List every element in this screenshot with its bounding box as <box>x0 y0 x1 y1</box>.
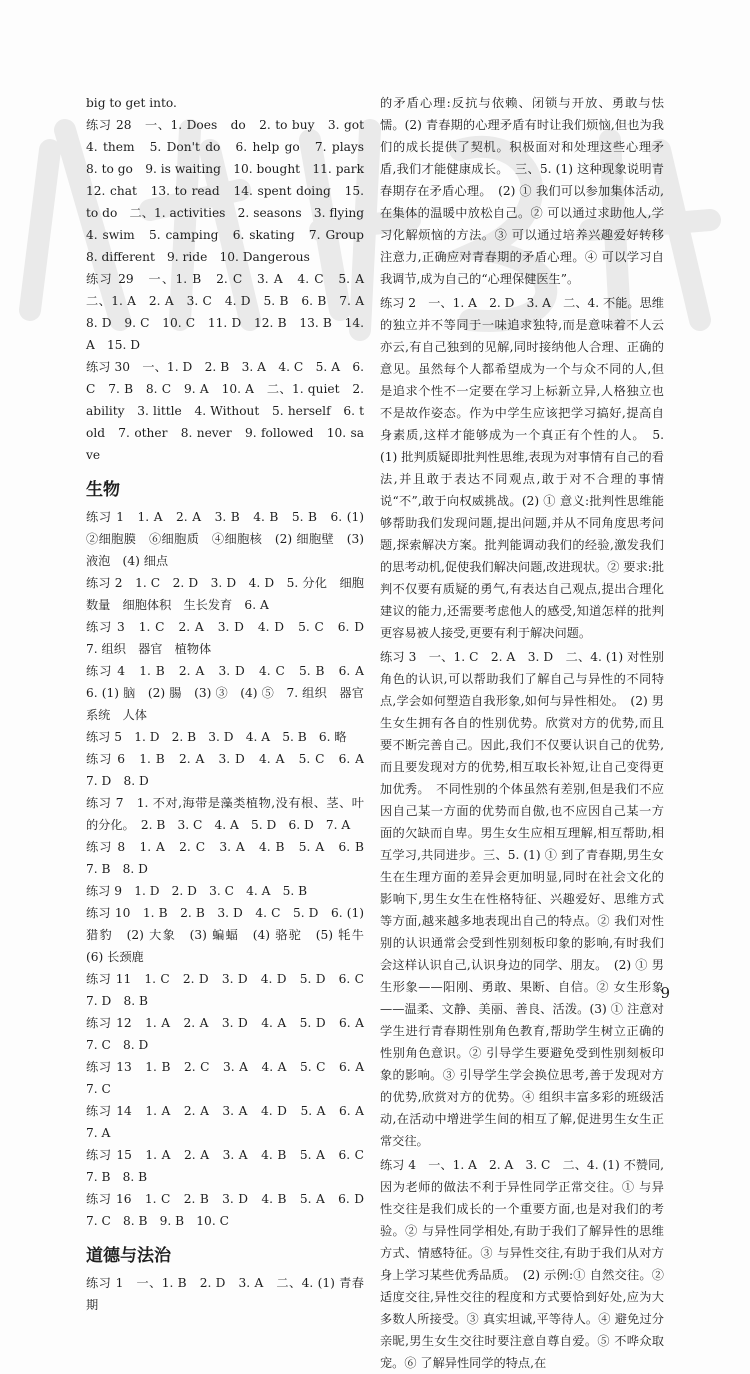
answer-paragraph: 练习 13 1. B 2. C 3. A 4. A 5. C 6. A 7. C <box>86 1060 377 1096</box>
answer-paragraph: 练习 8 1. A 2. C 3. A 4. B 5. A 6. B 7. B 8. D <box>86 840 377 876</box>
answer-paragraph: 练习 2 1. C 2. D 3. D 4. D 5. 分化 细胞数量 细胞体积 生长发育 6. A <box>86 576 364 612</box>
answer-paragraph: 练习 4 一、1. A 2. A 3. C 二、4. (1) 不赞同,因为老师的做法不利于异性同学正常交往。① 与异性交往是我们成长的一个重要方面,也是对我们的考验。② 与异性同学相处,有助于我们了解异性的思维方式、情感特征。③ 与异性交往,有助于我们从对方身上学习某些优秀品质。 (2) 示例:① 自然交往。② 适度交往,异性交往的程度和方式要恰到好处,应为大多数人所接受。③ 真实坦诚,平等待人。④ 避免过分亲昵,男生女生交往时要注意自尊自爱。⑤ 不哗众取宠。⑥ 了解异性同学的特点,在 <box>380 1158 665 1370</box>
answer-paragraph: 练习 15 1. A 2. A 3. A 4. B 5. A 6. C 7. B 8. B <box>86 1148 377 1184</box>
answer-paragraph: 练习 3 一、1. C 2. A 3. D 二、4. (1) 对性别角色的认识,可以帮助我们了解自己与异性的不同特点,学会如何塑造自我形象,如何与异性相处。 (2) 男生女生拥有各自的性别优势。欣赏对方的优势,而且要不断完善自己。因此,我们不仅要认识自己的优势,而且要发现对方的优势,相互取长补短,让自己变得更加优秀。 不同性别的个体虽然有差别,但是我们不应因自己某一方面的优势而自傲,也不应因自己某一方面的欠缺而自卑。男生女生应相互理解,相互帮助,相互学习,共同进步。三、5. (1) ① 到了青春期,男生女生在生理方面的差异会更加明显,同时在社会文化的影响下,男生女生在性格特征、兴趣爱好、思维方式等方面,越来越多地表现出自己的特点。② 我们对性别的认识通常会受到性别刻板印象的影响,有时我们会这样认识自己,认识身边的同学、朋友。 (2) ① 男生形象——阳刚、勇敢、果断、自信。② 女生形象——温柔、文静、美丽、善良、活泼。(3) ① 注意对学生进行青春期性别角色教育,帮助学生树立正确的性别角色意识。② 引导学生要避免受到性别刻板印象的影响。③ 引导学生学会换位思考,善于发现对方的优势,欣赏对方的优势。④ 组织丰富多彩的班级活动,在活动中增进学生间的相互了解,促进男生女生正常交往。 <box>380 650 664 1148</box>
right-column <box>380 92 664 1374</box>
answer-paragraph: 练习 1 1. A 2. A 3. B 4. B 5. B 6. (1) ②细胞膜 ⑥细胞质 ④细胞核 (2) 细胞壁 (3) 液泡 (4) 细点 <box>86 510 364 568</box>
answer-paragraph: 练习 9 1. D 2. D 3. C 4. A 5. B <box>86 884 308 898</box>
answer-paragraph: 的矛盾心理:反抗与依赖、闭锁与开放、勇敢与怯懦。(2) 青春期的心理矛盾有时让我们烦恼,但也为我们的成长提供了契机。积极面对和处理这些心理矛盾,我们才能健康成长。 三、5. (1) 这种现象说明青春期存在矛盾心理。 (2) ① 我们可以参加集体活动,在集体的温暖中放松自己。② 可以通过求助他人,学习化解烦恼的方法。③ 可以通过培养兴趣爱好转移注意力,正确应对青春期的矛盾心理。④ 可以学习自我调节,成为自己的“心理保健医生”。 <box>380 96 664 286</box>
answer-paragraph: 练习 5 1. D 2. B 3. D 4. A 5. B 6. 略 <box>86 730 347 744</box>
answer-paragraph: 练习 11 1. C 2. D 3. D 4. D 5. D 6. C 7. D 8. B <box>86 972 377 1008</box>
answer-paragraph: big to get into. <box>86 96 177 110</box>
answer-paragraph: 练习 4 1. B 2. A 3. D 4. C 5. B 6. A 6. (1) 脑 (2) 腸 (3) ③ (4) ⑤ 7. 组织 器官 系统 人体 <box>86 664 377 722</box>
answer-paragraph: 练习 2 一、1. A 2. D 3. A 二、4. 不能。思维的独立并不等同于一味追求独特,而是意味着不人云亦云,有自己独到的见解,同时接纳他人合理、正确的意见。虽然每个人都希望成为一个与众不同的人,但是追求个性不一定要在学习上标新立异,人格独立也不是故作姿态。作为中学生应该把学习搞好,提高自身素质,这样才能够成为一个真正有个性的人。 5. (1) 批判质疑即批判性思维,表现为对事情有自己的看法,并且敢于表达不同观点,敢于对不合理的事情说“不”,敢于向权威挑战。(2) ① 意义:批判性思维能够帮助我们发现问题,提出问题,并从不同角度思考问题,探索解决方案。批判能调动我们的经验,激发我们的思考动机,促使我们解决问题,改进现状。② 要求:批判不仅要有质疑的勇气,有表达自己观点,提出合理化建议的能力,还需要考虑他人的感受,知道怎样的批判更容易被人接受,更要有利于解决问题。 <box>380 296 664 640</box>
section-heading-biology: 生物 <box>86 480 120 500</box>
answer-paragraph: 练习 7 1. 不对,海带是藻类植物,没有根、茎、叶的分化。 2. B 3. C 4. A 5. D 6. D 7. A <box>86 796 364 832</box>
answer-paragraph: 练习 16 1. C 2. B 3. D 4. B 5. A 6. D 7. C 8. B 9. B 10. C <box>86 1192 377 1228</box>
answer-paragraph: 练习 12 1. A 2. A 3. D 4. A 5. D 6. A 7. C 8. D <box>86 1016 377 1052</box>
page-number: 9 <box>660 984 670 1002</box>
answer-paragraph: 练习 30 一、1. D 2. B 3. A 4. C 5. A 6. C 7. B 8. C 9. A 10. A 二、1. quiet 2. ability 3. little 4. Without 5. herself 6. told 7. other 8. never 9. followed 10. save <box>86 360 364 462</box>
answer-paragraph: 练习 14 1. A 2. A 3. A 4. D 5. A 6. A 7. A <box>86 1104 377 1140</box>
answer-paragraph: 练习 29 一、1. B 2. C 3. A 4. C 5. A 二、1. A 2. A 3. C 4. D 5. B 6. B 7. A 8. D 9. C 10. C 11. D 12. B 13. B 14. A 15. D <box>86 272 377 352</box>
answer-paragraph: 练习 1 一、1. B 2. D 3. A 二、4. (1) 青春期 <box>86 1276 364 1312</box>
answer-paragraph: 练习 28 一、1. Does do 2. to buy 3. got 4. them 5. Don't do 6. help go 7. plays 8. to go 9. is waiting 10. bought 11. park 12. chat 13. to read 14. spent doing 15. to do 二、1. activities 2. seasons 3. flying 4. swim 5. camping 6. skating 7. Group 8. different 9. ride 10. Dangerous <box>86 118 377 264</box>
answer-paragraph: 练习 10 1. B 2. B 3. D 4. C 5. D 6. (1) 猎豹 (2) 大象 (3) 蝙蝠 (4) 骆驼 (5) 牦牛 (6) 长颈鹿 <box>86 906 377 964</box>
answer-paragraph: 练习 6 1. B 2. A 3. D 4. A 5. C 6. A 7. D 8. D <box>86 752 377 788</box>
answer-paragraph: 练习 3 1. C 2. A 3. D 4. D 5. C 6. D 7. 组织 器官 植物体 <box>86 620 377 656</box>
left-column <box>86 92 377 1316</box>
section-heading-morality-law: 道德与法治 <box>86 1246 171 1266</box>
